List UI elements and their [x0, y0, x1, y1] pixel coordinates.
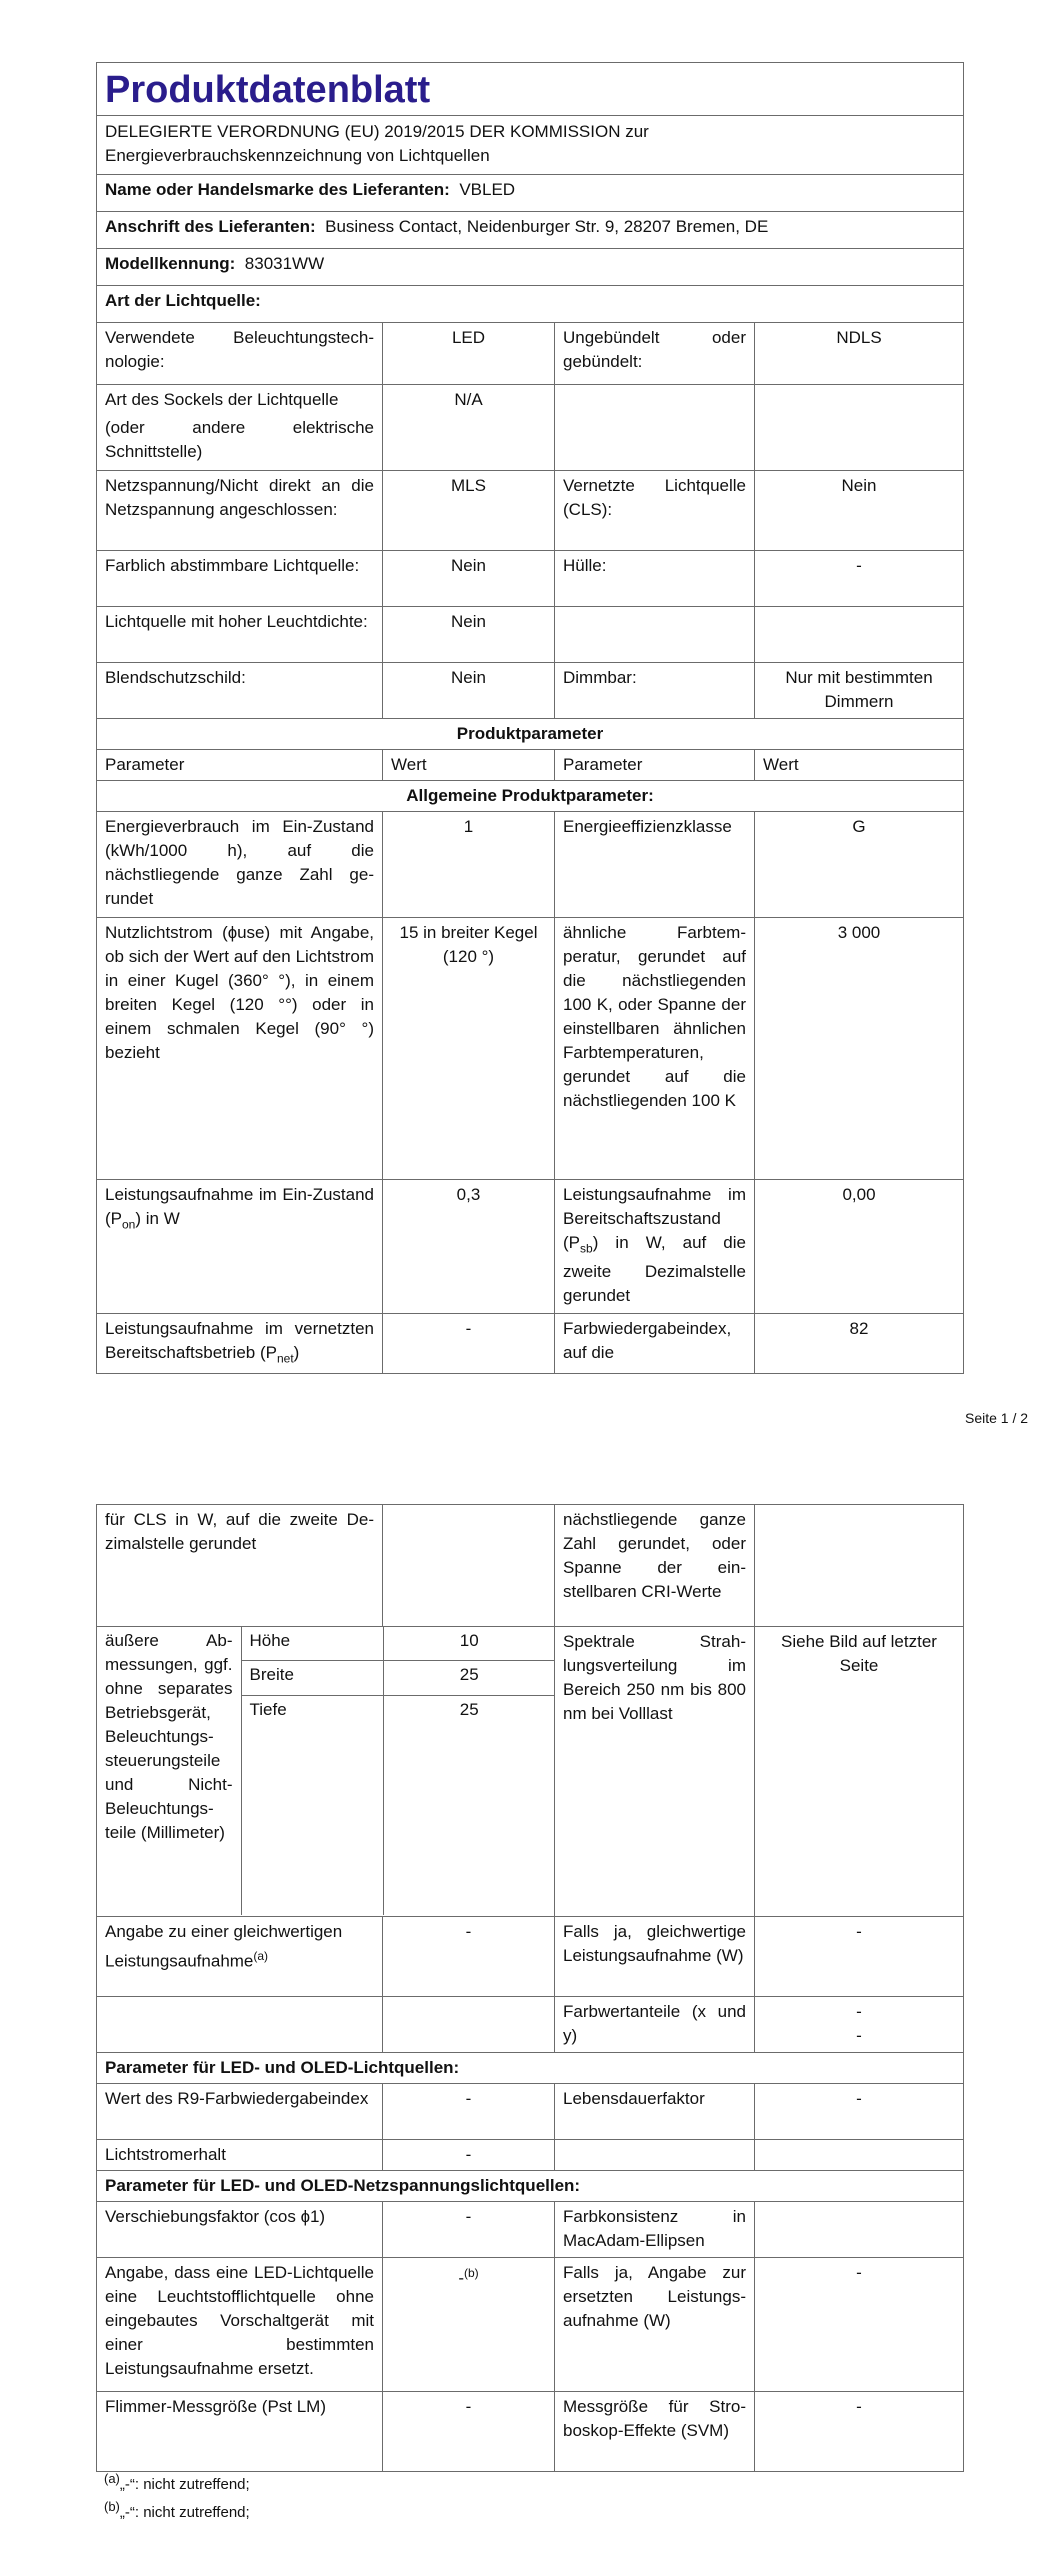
socket-label-line1: Art des Sockels der Lichtquelle — [105, 390, 339, 409]
footnote-b — [104, 2496, 250, 2524]
light-source-type-heading: Art der Lichtquelle: — [97, 286, 964, 323]
energy-consumption-label: Energieverbrauch im Ein-Zustand (kWh/1000 h), auf die nächstliegende ganze Zahl gerundet — [97, 812, 383, 918]
col-value-header: Wert — [383, 750, 555, 781]
supplier-row — [97, 175, 964, 212]
dimensions-label: äußere Abmessungen, ggf. ohne separates Betriebsgerät, Beleuchtungssteuerungsteile und Nicht-Beleuchtungsteile (Millimeter) — [97, 1627, 241, 1915]
empty-cell — [555, 385, 755, 471]
page-number-1: Seite 1 / 2 — [965, 1410, 1029, 1426]
equivalent-power-claim-label: Angabe zu einer gleichwertigen Leistungsaufnahme$^{(a)}$ — [97, 1917, 383, 1997]
r9-value: - — [383, 2084, 555, 2140]
subtitle-line-2: Energieverbrauchskennzeichnung von Lichtquellen — [105, 146, 490, 165]
cri-label-cont: nächstliegende ganze Zahl gerundet, oder Spanne der einstellbaren CRI-Werte — [555, 1505, 755, 1627]
bundled-label: Ungebündelt oder gebündelt: — [555, 323, 755, 385]
on-mode-power-value: 0,3 — [383, 1180, 555, 1314]
energy-consumption-value: 1 — [383, 812, 555, 918]
displacement-factor-label: Verschiebungsfaktor (cos ɸ1) — [97, 2202, 383, 2258]
flicker-metric-label: Flimmer-Messgröße (Pst LM) — [97, 2392, 383, 2472]
energy-class-value: G — [755, 812, 964, 918]
lumen-maintenance-value: - — [383, 2140, 555, 2171]
model-value: 83031WW — [244, 254, 325, 273]
empty-cell — [755, 1505, 964, 1627]
cri-value: 82 — [755, 1314, 964, 1374]
dimmable-label: Dimmbar: — [555, 663, 755, 719]
energy-class-label: Energieeffizienzklasse — [555, 812, 755, 918]
cls-value: Nein — [755, 471, 964, 551]
colour-tunable-value: Nein — [383, 551, 555, 607]
model-row — [97, 249, 964, 286]
high-luminance-value: Nein — [383, 607, 555, 663]
spectral-distribution-label: Spektrale Strahlungsverteilung im Bereich 250 nm bis 800 nm bei Volllast — [555, 1627, 755, 1917]
supplier-value: VBLED — [459, 180, 516, 199]
survival-factor-value: - — [755, 2084, 964, 2140]
col-value-header: Wert — [755, 750, 964, 781]
address-label: Anschrift des Lieferanten: — [105, 217, 316, 236]
luminous-flux-value: 15 in breiter Kegel (120 °) — [383, 918, 555, 1180]
product-parameters-heading: Produktparameter — [97, 719, 964, 750]
luminous-flux-label: Nutzlichtstrom (ɸuse) mit Angabe, ob sich der Wert auf den Lichtstrom in einer Kugel (360° °), in einem breiten Kegel (120 °°) oder in einem schmalen Kegel (90° °) bezieht — [97, 918, 383, 1180]
replaced-power-label: Falls ja, Angabe zur ersetzten Leistungsaufnahme (W) — [555, 2258, 755, 2392]
standby-power-label: Leistungsaufnahme im Bereitschaftszustand $(P_{sb})$ in W, auf die zweite Dezimalstelle gerundet — [555, 1180, 755, 1314]
height-label: Höhe — [241, 1627, 383, 1661]
envelope-value: - — [755, 551, 964, 607]
equivalent-power-label: Falls ja, gleichwertige Leistungsaufnahme (W) — [555, 1917, 755, 1997]
width-value: 25 — [383, 1661, 555, 1695]
address-value: Business Contact, Neidenburger Str. 9, 28207 Bremen, DE — [325, 217, 769, 236]
depth-label: Tiefe — [241, 1695, 383, 1915]
displacement-factor-value: - — [383, 2202, 555, 2258]
colour-temperature-value: 3 000 — [755, 918, 964, 1180]
datasheet-table-page2 — [96, 1504, 964, 2472]
spectral-distribution-value: Siehe Bild auf letzter Seite — [755, 1627, 964, 1917]
colour-temperature-label: ähnliche Farbtemperatur, gerundet auf die nächstliegenden 100 K, oder Spanne der einstellbaren ähnlichen Farbtemperaturen, gerundet auf die nächstliegenden 100 K — [555, 918, 755, 1180]
led-parameters-heading: Parameter für LED- und OLED-Lichtquellen: — [97, 2053, 964, 2084]
height-value: 10 — [383, 1627, 555, 1661]
socket-label — [97, 385, 383, 471]
stroboscopic-metric-value: - — [755, 2392, 964, 2472]
chromaticity-y: - — [856, 2026, 862, 2045]
empty-cell — [555, 607, 755, 663]
dimmable-value: Nur mit bestimmten Dimmern — [755, 663, 964, 719]
equivalent-power-claim-value: - — [383, 1917, 555, 1997]
footnote-b-mark: (b) — [104, 2499, 120, 2514]
led-mains-parameters-heading: Parameter für LED- und OLED-Netzspannungslichtquellen: — [97, 2171, 964, 2202]
r9-label: Wert des R9-Farbwiedergabeindex — [97, 2084, 383, 2140]
subtitle-line-1: DELEGIERTE VERORDNUNG (EU) 2019/2015 DER KOMMISSION zur — [105, 122, 649, 141]
mains-label: Netzspannung/Nicht direkt an die Netzspannung angeschlossen: — [97, 471, 383, 551]
col-parameter-header: Parameter — [97, 750, 383, 781]
glare-shield-label: Blendschutzschild: — [97, 663, 383, 719]
model-label: Modellkennung: — [105, 254, 236, 273]
networked-standby-label-cont: für CLS in W, auf die zweite Dezimalstelle gerundet — [97, 1505, 383, 1627]
empty-cell — [755, 607, 964, 663]
flicker-metric-value: - — [383, 2392, 555, 2472]
high-luminance-label: Lichtquelle mit hoher Leuchtdichte: — [97, 607, 383, 663]
networked-standby-label: Leistungsaufnahme im vernetzten Bereitschaftsbetrieb $(P_{net})$ — [97, 1314, 383, 1374]
footnote-a-mark: (a) — [104, 2471, 120, 2486]
socket-value: N/A — [383, 385, 555, 471]
equivalent-power-value: - — [755, 1917, 964, 1997]
socket-label-line2: (oder andere elektrische Schnittstelle) — [105, 418, 374, 461]
colour-consistency-label: Farbkonsistenz in MacAdam-Ellipsen — [555, 2202, 755, 2258]
width-label: Breite — [241, 1661, 383, 1695]
empty-cell — [383, 1997, 555, 2053]
empty-cell — [555, 2140, 755, 2171]
footnote-a-text: „-“: nicht zutreffend; — [119, 2476, 250, 2493]
lumen-maintenance-label: Lichtstromerhalt — [97, 2140, 383, 2171]
on-mode-power-label: Leistungsaufnahme im Ein-Zustand $(P_{on})$ in W — [97, 1180, 383, 1314]
footnote-a — [104, 2468, 250, 2496]
empty-cell — [755, 2140, 964, 2171]
datasheet-table-page1 — [96, 62, 964, 1374]
address-row — [97, 212, 964, 249]
col-parameter-header: Parameter — [555, 750, 755, 781]
dimensions-table — [97, 1627, 555, 1915]
tech-label: Verwendete Beleuchtungstechnologie: — [97, 323, 383, 385]
empty-cell — [755, 385, 964, 471]
dimensions-cell — [97, 1627, 555, 1917]
envelope-label: Hülle: — [555, 551, 755, 607]
empty-cell — [97, 1997, 383, 2053]
depth-value: 25 — [383, 1695, 555, 1915]
tech-value: LED — [383, 323, 555, 385]
replaced-power-value: - — [755, 2258, 964, 2392]
bundled-value: NDLS — [755, 323, 964, 385]
glare-shield-value: Nein — [383, 663, 555, 719]
cls-label: Vernetzte Lichtquelle (CLS): — [555, 471, 755, 551]
supplier-label: Name oder Handelsmarke des Lieferanten: — [105, 180, 450, 199]
regulation-subtitle — [97, 116, 964, 175]
chromaticity-x: - — [856, 2002, 862, 2021]
survival-factor-label: Lebensdauerfaktor — [555, 2084, 755, 2140]
standby-power-value: 0,00 — [755, 1180, 964, 1314]
general-parameters-heading: Allgemeine Produktparameter: — [97, 781, 964, 812]
cri-label: Farbwiedergabeindex, auf die — [555, 1314, 755, 1374]
page-title: Produktdatenblatt — [97, 63, 964, 116]
empty-cell — [383, 1505, 555, 1627]
stroboscopic-metric-label: Messgröße für Stroboskop-Effekte (SVM) — [555, 2392, 755, 2472]
replacement-claim-value: -$^{(b)}$ — [383, 2258, 555, 2392]
replacement-claim-label: Angabe, dass eine LED-Lichtquelle eine Leuchtstofflichtquelle ohne eingebautes Vorschaltgerät mit einer bestimmten Leistungsaufnahme ersetzt. — [97, 2258, 383, 2392]
colour-consistency-value — [755, 2202, 964, 2258]
chromaticity-label: Farbwertanteile (x und y) — [555, 1997, 755, 2053]
colour-tunable-label: Farblich abstimmbare Lichtquelle: — [97, 551, 383, 607]
chromaticity-value — [755, 1997, 964, 2053]
networked-standby-value: - — [383, 1314, 555, 1374]
footnote-b-text: „-“: nicht zutreffend; — [119, 2504, 250, 2521]
mains-value: MLS — [383, 471, 555, 551]
